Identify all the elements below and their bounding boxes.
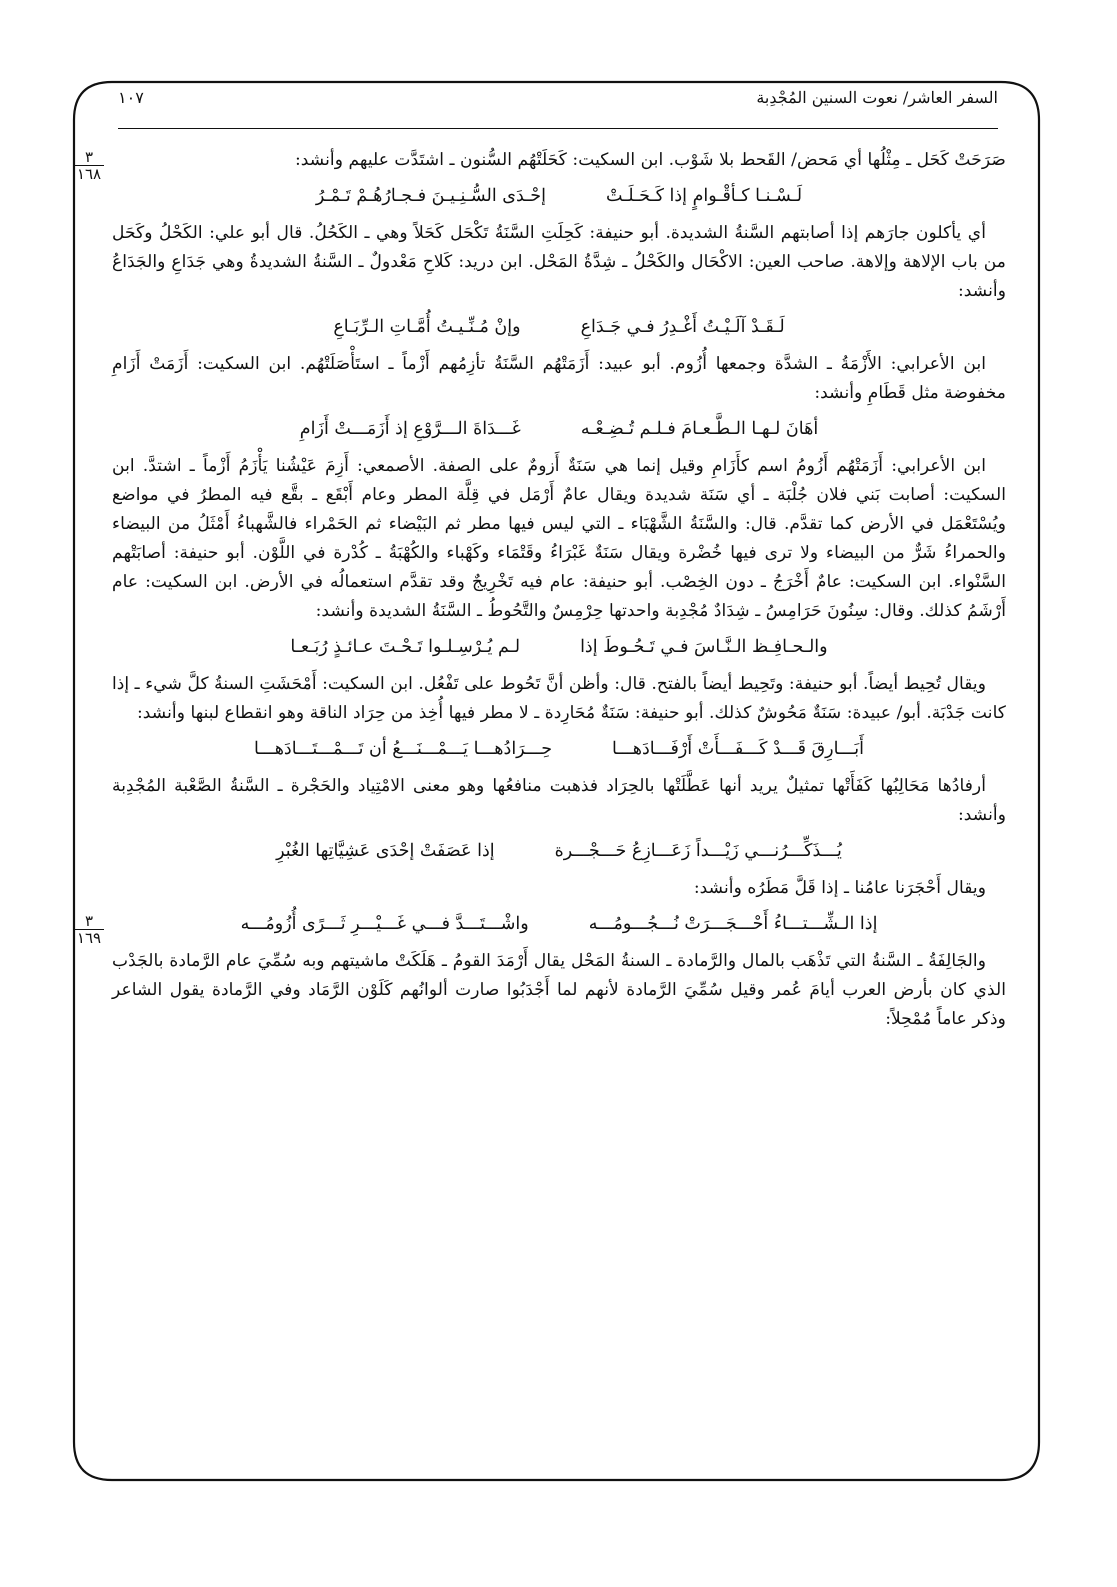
paragraph-3: ابن الأعرابي: الأَزْمَةُ ـ الشدَّة وجمعها أُزُوم. أبو عبيد: أَزَمَتْهُم السَّنَةُ تأزِمُهم أَزْماً ـ استَأْصَلَتْهُم. ابن السكيت: أَزَمَتْ أَزَامِ مخفوضة مثل قَطَامِ وأنشد: — [112, 354, 1006, 403]
verse-hemistich-right: لَـسْـنـا كـأقْـوامٍ إذا كَـحَـلَـتْ — [605, 186, 803, 206]
page-header — [118, 88, 998, 112]
verse-hemistich-left: إحْـدَى السُّـنِـيـنَ فـجـارُهُـمْ تَـمْـرُ — [315, 186, 546, 206]
page-number: ١٠٧ — [118, 88, 144, 107]
margin-note-number: ٣ — [74, 150, 104, 166]
margin-note-page: ١٦٩ — [76, 929, 102, 947]
verse-1 — [112, 181, 1006, 211]
running-title: السفر العاشر/ نعوت السنين المُجْدِبة — [756, 88, 998, 107]
paragraph-8: والجَالِفَةُ ـ السَّنةُ التي تَذْهَب بالمال والرَّمادة ـ السنةُ المَحْل يقال أَرْمَدَ القومُ ـ هَلَكَتْ ماشيتهم وبه سُمِّيَ عام الرَّمادة بالجَدْب الذي كان بأرض العرب أيامَ عُمر وقيل سُمِّيَ الرَّمادة لأنهم لما أَجْدَبُوا صارت ألوانُهم كَلَوْن الرَّمَاد وفي الرَّمادة يقول الشاعر وذكر عاماً مُمْحِلاً: — [112, 951, 1006, 1029]
paragraph-1: صَرَحَتْ كَحَل ـ مِثْلُها أي مَحض/ القَحط بلا شَوْب. ابن السكيت: كَحَلَتْهُم السُّنون ـ اشتَدَّت عليهم وأنشد: — [295, 150, 1006, 170]
paragraph-5: ويقال تُحِيط أيضاً. أبو حنيفة: وتَحِيط أيضاً بالفتح. قال: وأظن أنَّ تَحُوط على تَفْعُل. ابن السكيت: أَمْحَشَتِ السنةُ كلَّ شيء ـ إذا كانت جَدْبَة. أبو/ عبيدة: سَنَةٌ مَحُوشٌ كذلك. أبو حنيفة: سَنَةٌ مُحَارِدة ـ لا مطر فيها أُخِذ من حِرَاد الناقة وهو انقطاع لبنها وأنشد: — [112, 674, 1006, 723]
verse-hemistich-left: لـم يُـرْسِـلـوا تَـحْـتَ عـائـذٍ رُبَـعـا — [290, 637, 521, 657]
paragraph-6: أرفادُها مَحَالِبُها كَفَأَتْها تمثيلٌ يريد أنها عَطَّلَتْها بالحِرَاد فذهبت منافعُها وهو معنى الامْتِياد والحَجْرة ـ السَّنةُ الصَّعْبة المُجْدِبة وأنشد: — [112, 776, 1006, 825]
verse-hemistich-left: حِـــرَادُهـــا يَـــمْـــنَـــعُ أن تَـــمْـــتَـــادَهـــا — [253, 739, 553, 759]
verse-hemistich-left: وإنْ مُـنِّـيـتُ أُمَّـاتِ الـرِّبَـاعِ — [333, 317, 521, 337]
verse-6 — [112, 836, 1006, 866]
margin-note-2 — [74, 914, 104, 945]
verse-4 — [112, 632, 1006, 662]
verse-hemistich-right: أهَانَ لـهـا الـطَّـعـامَ فـلـم تُـضِـعْـه — [580, 419, 819, 439]
margin-note-number: ٣ — [74, 914, 104, 930]
verse-hemistich-right: لَـقَـدْ آلَـيْـتُ أَغْـدِرُ فـي جَـدَاعِ — [580, 317, 785, 337]
verse-3 — [112, 414, 1006, 444]
verse-hemistich-left: إذا عَصَفَتْ إحْدَى عَشِيَّاتِها الغُبْرِ — [276, 841, 495, 861]
verse-hemistich-right: والـحـافِـظ الـنَّـاسَ فـي تَـحُـوطَ إذا — [580, 637, 828, 657]
verse-hemistich-right: إذا الـشِّـــتـــاءُ أَحْـــجَـــرَتْ نُـــجُـــومُـــه — [588, 914, 878, 934]
margin-note-1 — [74, 150, 104, 181]
paragraph-7: ويقال أَحْجَرَنا عامُنا ـ إذا قَلَّ مَطَرُه وأنشد: — [693, 878, 986, 898]
header-rule — [118, 128, 998, 129]
paragraph-4: ابن الأعرابي: أَزَمَتْهُم أَزُومُ اسم كأَزَامِ وقيل إنما هي سَنَةٌ أَزومٌ على الصفة. الأصمعي: أَزِمَ عَيْشُنا يَأْزَمُ أَزْماً ـ اشتدَّ. ابن السكيت: أصابت بَني فلان جُلْبَة ـ أي سَنَة شديدة ويقال عامٌ أَرْمَل في قِلَّة المطر وعام أَبْقَع ـ بقَّع فيه المطرُ في مواضع ويُسْتَعْمَل في الأرض كما تقدَّم. قال: والسَّنَةُ الشَّهْبَاء ـ التي ليس فيها مطر ثم البَيْضاء ثم الحَمْراء فالشَّهباءُ أَمْثَلُ من البيضاء والحمراءُ شَرٌّ من البيضاء ولا ترى فيها خُضْرة ويقال سَنَةٌ غَبْرَاءُ وقَتْمَاء وكَهْباء والكُهْبَةُ ـ كُدْرة في اللَّوْن. أبو حنيفة: أصابَتْهم السَّنْواء. ابن السكيت: عامٌ أَخْرَجُ ـ دون الخِصْب. أبو حنيفة: عام فيه تَخْرِيجٌ وقد تقدَّم استعمالُه في الأرض. ابن السكيت: عام أَرْشَمُ كذلك. وقال: سِنُونَ حَرَامِسُ ـ شِدَادٌ مُجْدِبة واحدتها حِرْمِسٌ والتَّحُوطُ ـ السَّنَةُ الشديدة وأنشد: — [112, 456, 1006, 621]
verse-5 — [112, 734, 1006, 764]
verse-hemistich-left: غَـــدَاةَ الـــرَّوْعِ إذ أَزَمَـــتْ أَزَامِ — [299, 419, 521, 439]
paragraph-2: أي يأكلون جارَهم إذا أصابتهم السَّنةُ الشديدة. أبو حنيفة: كَحِلَتِ السَّنَةُ تَكْحَل كَحَلاً وهي ـ الكَحُلُ. قال أبو علي: الكَحْلُ وكَحَل من باب الإلاهة وإلاهة. صاحب العين: الاكْحَال والكَحْلُ ـ شِدَّةُ المَحْل. ابن دريد: كَلاحِ مَعْدولٌ ـ السَّنةُ الشديدةُ وهي جَدَاعِ والجَدَاعُ وأنشد: — [112, 223, 1006, 301]
verse-2 — [112, 312, 1006, 342]
verse-hemistich-right: أَبَـــارِقَ قَـــدْ كَـــفَـــأَتْ أَرْفَـــادَهـــا — [612, 739, 865, 759]
verse-hemistich-right: يُـــذَكِّـــرُنـــي زَيْـــداً زَعَـــازِعُ حَـــجْـــرة — [554, 841, 842, 861]
margin-note-page: ١٦٨ — [76, 165, 102, 183]
page-body — [112, 146, 1006, 1466]
verse-7 — [112, 909, 1006, 939]
verse-hemistich-left: واشْـــتَـــدَّ فـــي غَـــيْـــرِ ثَـــرًى أُزُومُـــه — [240, 914, 529, 934]
